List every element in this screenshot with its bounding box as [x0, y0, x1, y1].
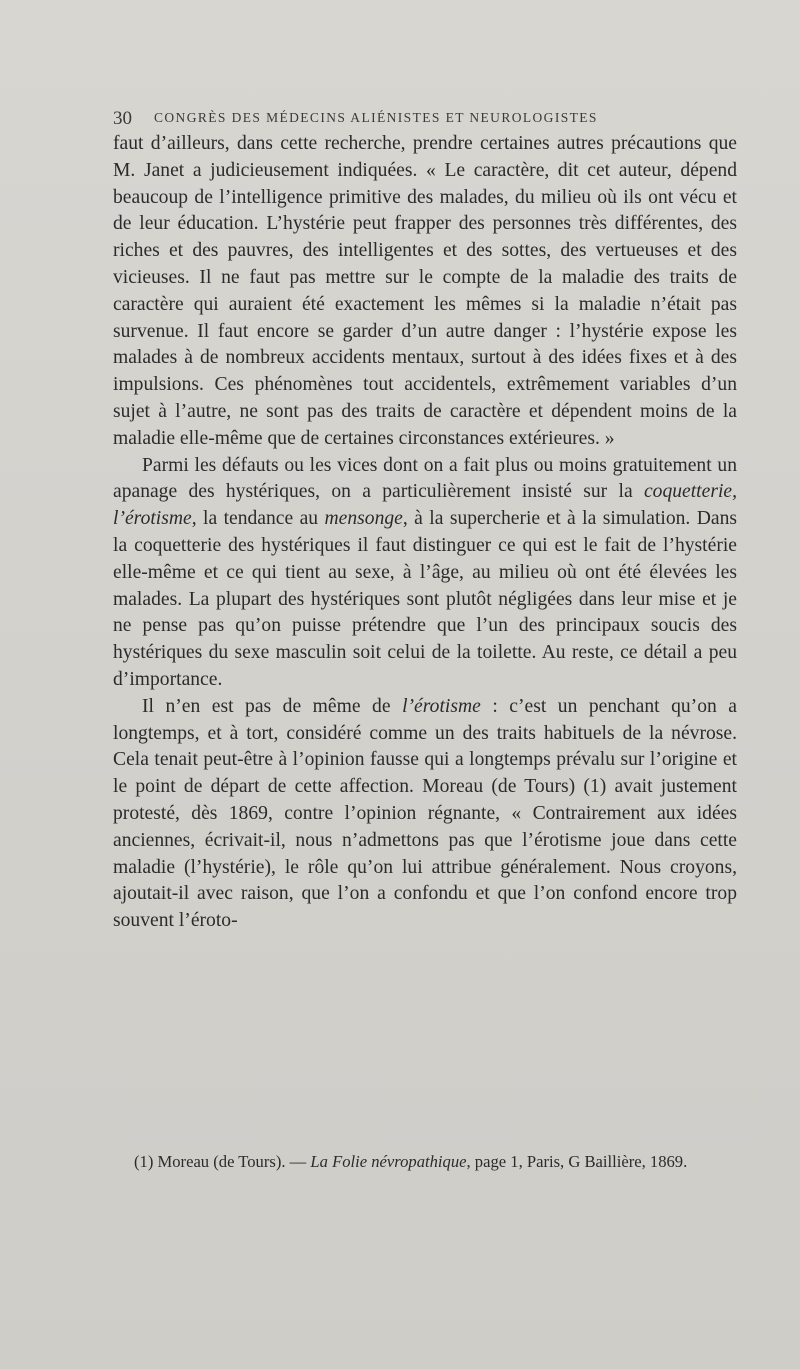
paragraph: [113, 453, 737, 694]
paragraph-3-text: Il n’en est pas de même de: [142, 695, 391, 717]
body-text: [113, 131, 737, 935]
paragraph-continued: [113, 131, 737, 453]
paragraph-1-text: faut d’ailleurs, dans cette recherche, prendre certaines autres précautions que M. Janet a judicieusement indiquées. « Le caractère, dit cet auteur, dépend beaucoup de l’intelligence primitive des malades, du milieu où ils ont vécu et de leur éducation. L’hystérie peut frapper des personnes très différentes, des riches et des pauvres, des intelligentes et des sottes, des vertueuses et des vicieuses. Il ne faut pas mettre sur le compte de la maladie des traits de caractère qui auraient été exactement les mêmes si la maladie n’était pas survenue. Il faut encore se garder d’un autre danger : l’hystérie expose les malades à de nombreux accidents mentaux, surtout à des idées fixes et à des impulsions. Ces phénomènes tout accidentels, extrêmement variables d’un sujet à l’autre, ne sont pas des traits de caractère et dépendent moins de la maladie elle-même que de certaines circonstances extérieures. »: [113, 133, 737, 449]
paragraph-3-text: : c’est un penchant qu’on a longtemps, et à tort, considéré comme un des traits habituels de la névrose. Cela tenait peut-être à l’opinion fausse qui a longtemps prévalu sur l’origine et le point de départ de cette affection. Moreau (de Tours) (1) avait justement protesté, dès 1869, contre l’opinion régnante, « Contrairement aux idées anciennes, écrivait-il, nous n’admettons pas que l’érotisme joue dans cette maladie (l’hystérie), le rôle qu’on lui attribue généralement. Nous croyons, ajoutait-il avec raison, que l’on a confondu et que l’on confond encore trop souvent l’éroto-: [113, 695, 738, 932]
footnote-text: [113, 1151, 737, 1173]
italic-term: l’érotisme: [402, 695, 481, 717]
paragraph-2-text: , la tendance au: [191, 508, 319, 530]
running-title: CONGRÈS DES MÉDECINS ALIÉNISTES ET NEUROLOGISTES: [154, 110, 598, 125]
running-header: [113, 108, 743, 130]
footnote: [113, 1151, 737, 1173]
italic-term: coquetterie, l’érotisme: [113, 481, 737, 530]
paragraph: [113, 694, 737, 935]
paragraph-2-text: Parmi les défauts ou les vices dont on a fait plus ou moins gratuitement un apanage des hystériques, on a particulièrement insisté sur la: [113, 454, 737, 503]
italic-term: mensonge: [324, 508, 403, 530]
footnote-book-title: La Folie névropathique: [310, 1152, 467, 1171]
page-number: 30: [113, 108, 132, 129]
paragraph-2-text: , à la supercherie et à la simulation. Dans la coquetterie des hystériques il faut distinguer ce qui est le fait de l’hystérie elle-même et ce qui tient au sexe, à l’âge, au milieu où ont été élevées les malades. La plupart des hystériques sont plutôt négligées dans leur mise et je ne pense pas qu’on puisse prétendre que l’un des principaux soucis des hystériques du sexe masculin soit celui de la toilette. Au reste, ce détail a peu d’importance.: [113, 508, 737, 690]
footnote-citation: , page 1, Paris, G Baillière, 1869.: [466, 1152, 688, 1171]
footnote-citation: (1) Moreau (de Tours). —: [134, 1152, 307, 1171]
